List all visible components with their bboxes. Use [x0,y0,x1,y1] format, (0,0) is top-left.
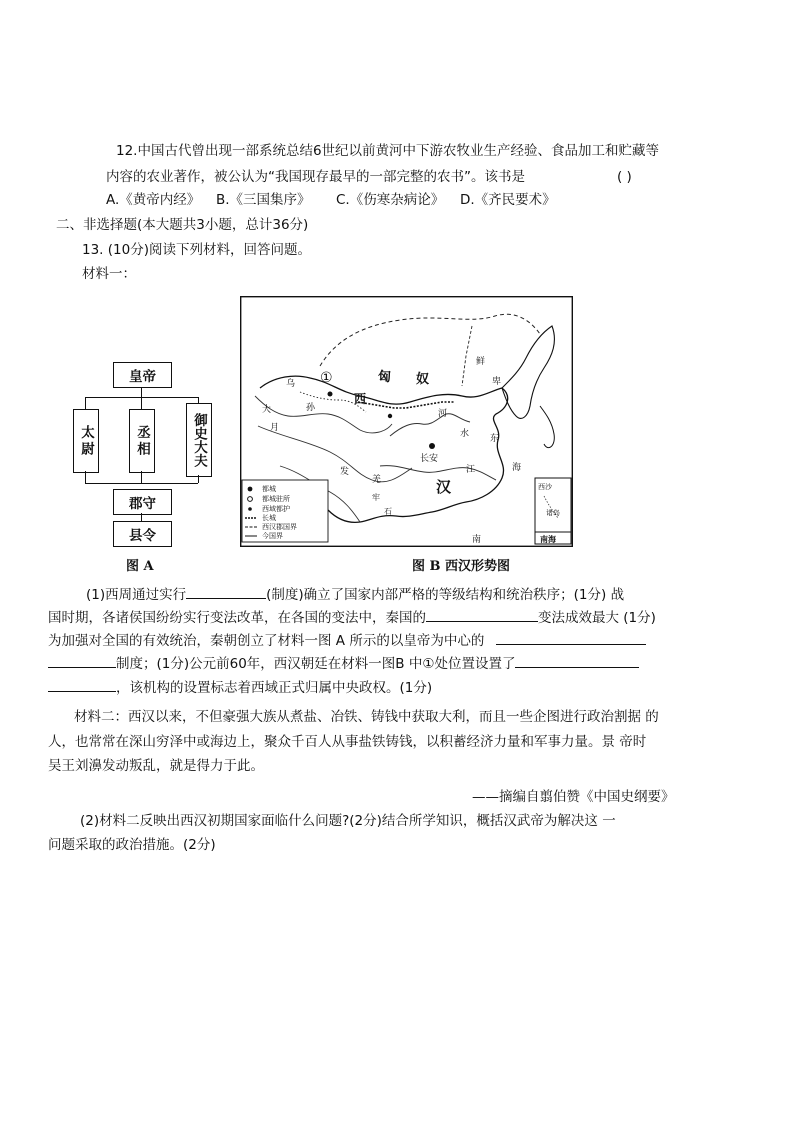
q13-1-line5-text: ，该机构的设置标志着西域正式归属中央政权。(1分) [116,680,433,696]
q13-1-line4 [48,653,639,673]
taiwei-box: 太尉 [73,409,99,473]
q12-option-a: A.《黄帝内经》 [106,192,201,208]
q13-1-line1-start: (1)西周通过实行 [86,587,187,603]
map-label-xi: 西 [354,392,367,406]
q13-1-line5 [48,677,432,697]
answer-blank-4b[interactable] [48,677,116,692]
q13-1-line1 [86,584,624,604]
chengxiang-box: 丞相 [129,409,155,473]
figure-b-caption: 图 B 西汉形势图 [412,559,511,574]
answer-blank-4a[interactable] [515,653,639,668]
legend-modern-border: 今国界 [262,532,283,540]
map-label-hai: 海 [512,463,522,473]
q13-2-line2: 问题采取的政治措施。(2分) [48,837,216,853]
figure-b [240,296,573,547]
q13-1-line4-text: 制度；(1分)公元前60年，西汉朝廷在材料一图B 中①处位置设置了 [116,656,516,672]
material2-line2: 人，也常常在深山穷泽中或海边上，聚众千百人从事盐铁铸钱，以积蓄经济力量和军事力量。景 帝时 [48,734,647,750]
map-label-xian: 鲜 [476,357,486,367]
map-label-shui: 水 [460,429,470,439]
q12-option-b: B.《三国集序》 [216,192,311,208]
material1-label: 材料一： [82,266,136,282]
map-label-shi: 石 [384,507,392,516]
map-label-he: 河 [438,409,448,419]
map-label-han: 汉 [436,478,452,496]
figure-a [48,290,233,573]
answer-blank-3a[interactable] [496,630,646,645]
q12-option-c: C.《伤寒杂病论》 [336,192,445,208]
map-label-jiang: 江 [466,465,476,475]
xianling-box: 县令 [113,521,172,547]
junshou-box: 郡守 [113,489,172,515]
q12-line2: 内容的农业著作，被公认为“我国现存最早的一部完整的农书”。该书是 [106,169,525,185]
q13-1-line3 [48,630,646,650]
map-label-nu: 奴 [416,372,430,387]
q13-2-line1: (2)材料二反映出西汉初期国家面临什么问题?(2分)结合所学知识，概括汉武帝为解决这 一 [80,813,616,829]
legend-great-wall: 长城 [262,514,276,522]
map-label-wu: 乌 [286,379,296,389]
answer-blank-1[interactable] [186,584,266,599]
q12-answer-paren: ( ) [617,169,632,185]
q13-1-line3-text: 为加强对全国的有效统治，秦朝创立了材料一图 A 所示的以皇帝为中心的 [48,633,485,649]
legend-commandery-border: 西汉郡国界 [262,523,297,531]
map-label-nanhai: 南海 [540,535,556,544]
map-label-xisha: 西沙 [538,483,552,491]
map-label-nan: 南 [472,535,482,545]
map-label-xiong: 匈 [378,370,392,385]
legend-protectorate: 西域都护 [262,505,290,513]
legend-station: 都城驻所 [262,495,290,503]
answer-blank-3b[interactable] [48,653,116,668]
answer-blank-2[interactable] [426,607,538,622]
q12-line1: 12.中国古代曾出现一部系统总结6世纪以前黄河中下游农牧业生产经验、食品加工和贮藏等 [116,143,660,159]
map-label-sun: 孙 [306,403,316,413]
map-label-dong: 东 [490,434,500,444]
map-label-yue: 月 [270,423,280,433]
q13-intro: 13. (10分)阅读下列材料，回答问题。 [82,242,311,258]
section2-heading: 二、非选择题(本大题共3小题，总计36分) [56,217,309,233]
q13-1-line2-start: 国时期，各诸侯国纷纷实行变法改革，在各国的变法中，秦国的 [48,610,426,626]
map-label-da: 大 [262,405,272,415]
map-label-circled-one: ① [320,370,333,386]
figure-a-caption: 图 A [126,559,154,574]
yushidafu-box: 御史大夫 [186,403,212,477]
map-label-changan: 长安 [420,454,439,464]
q13-1-line1-end: (制度)确立了国家内部严格的等级结构和统治秩序；(1分) 战 [266,587,625,603]
material2-line3: 吴王刘濞发动叛乱，就是得力于此。 [48,758,264,774]
q13-1-line2 [48,607,656,627]
q13-1-line2-end: 变法成效最大 (1分) [538,610,656,626]
map-label-qiang: 羌 [372,475,382,485]
map-label-lao: 牢 [372,493,380,502]
map-label-bei: 卑 [492,377,502,387]
map-label-south-islands: 诸岛 [546,509,560,517]
emperor-box: 皇帝 [113,362,172,388]
q12-option-d: D.《齐民要术》 [460,192,556,208]
material2-line1: 材料二：西汉以来，不但豪强大族从煮盐、冶铁、铸钱中获取大利，而且一些企图进行政治割据 的 [74,709,659,725]
map-label-fa: 发 [340,467,350,477]
material2-source: ——摘编自翦伯赞《中国史纲要》 [472,789,675,805]
legend-capital: 都城 [262,485,276,493]
